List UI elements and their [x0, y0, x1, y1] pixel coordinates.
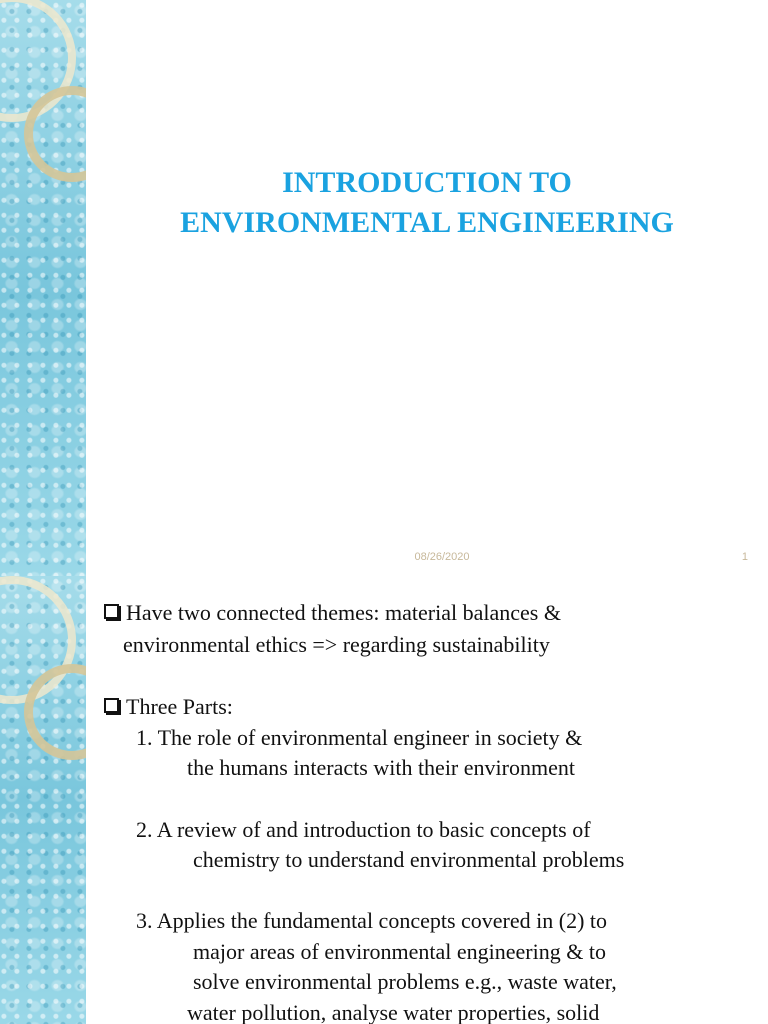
bullet-text: Have two connected themes: material balances & [126, 600, 561, 625]
list-item: 3. Applies the fundamental concepts covered in (2) to [136, 908, 608, 933]
title-line: ENVIRONMENTAL ENGINEERING [180, 206, 674, 239]
list-item: 1. The role of environmental engineer in society & [136, 725, 583, 750]
list-item-continuation: the humans interacts with their environment [187, 755, 575, 780]
content-slide [0, 576, 768, 1024]
list-item-continuation: water pollution, analyse water properties, solid [187, 1000, 600, 1024]
list-item-continuation: major areas of environmental engineering & to [193, 939, 606, 964]
decorative-water-strip [0, 576, 86, 1024]
footer-date: 08/26/2020 [414, 551, 470, 563]
bullet-heading: Three Parts: [126, 694, 233, 719]
bullet-item [104, 598, 561, 628]
bullet-item [104, 692, 233, 722]
title-line: INTRODUCTION TO [282, 166, 572, 199]
decorative-water-strip [0, 0, 86, 576]
list-item-continuation: chemistry to understand environmental problems [193, 847, 625, 872]
bullet-text: environmental ethics => regarding sustainability [123, 632, 550, 657]
slide-title [86, 163, 768, 243]
page-number: 1 [741, 551, 748, 563]
checkbox-square-icon [104, 698, 119, 713]
list-item-continuation: solve environmental problems e.g., waste water, [193, 969, 617, 994]
checkbox-square-icon [104, 604, 119, 619]
list-item: 2. A review of and introduction to basic concepts of [136, 817, 591, 842]
